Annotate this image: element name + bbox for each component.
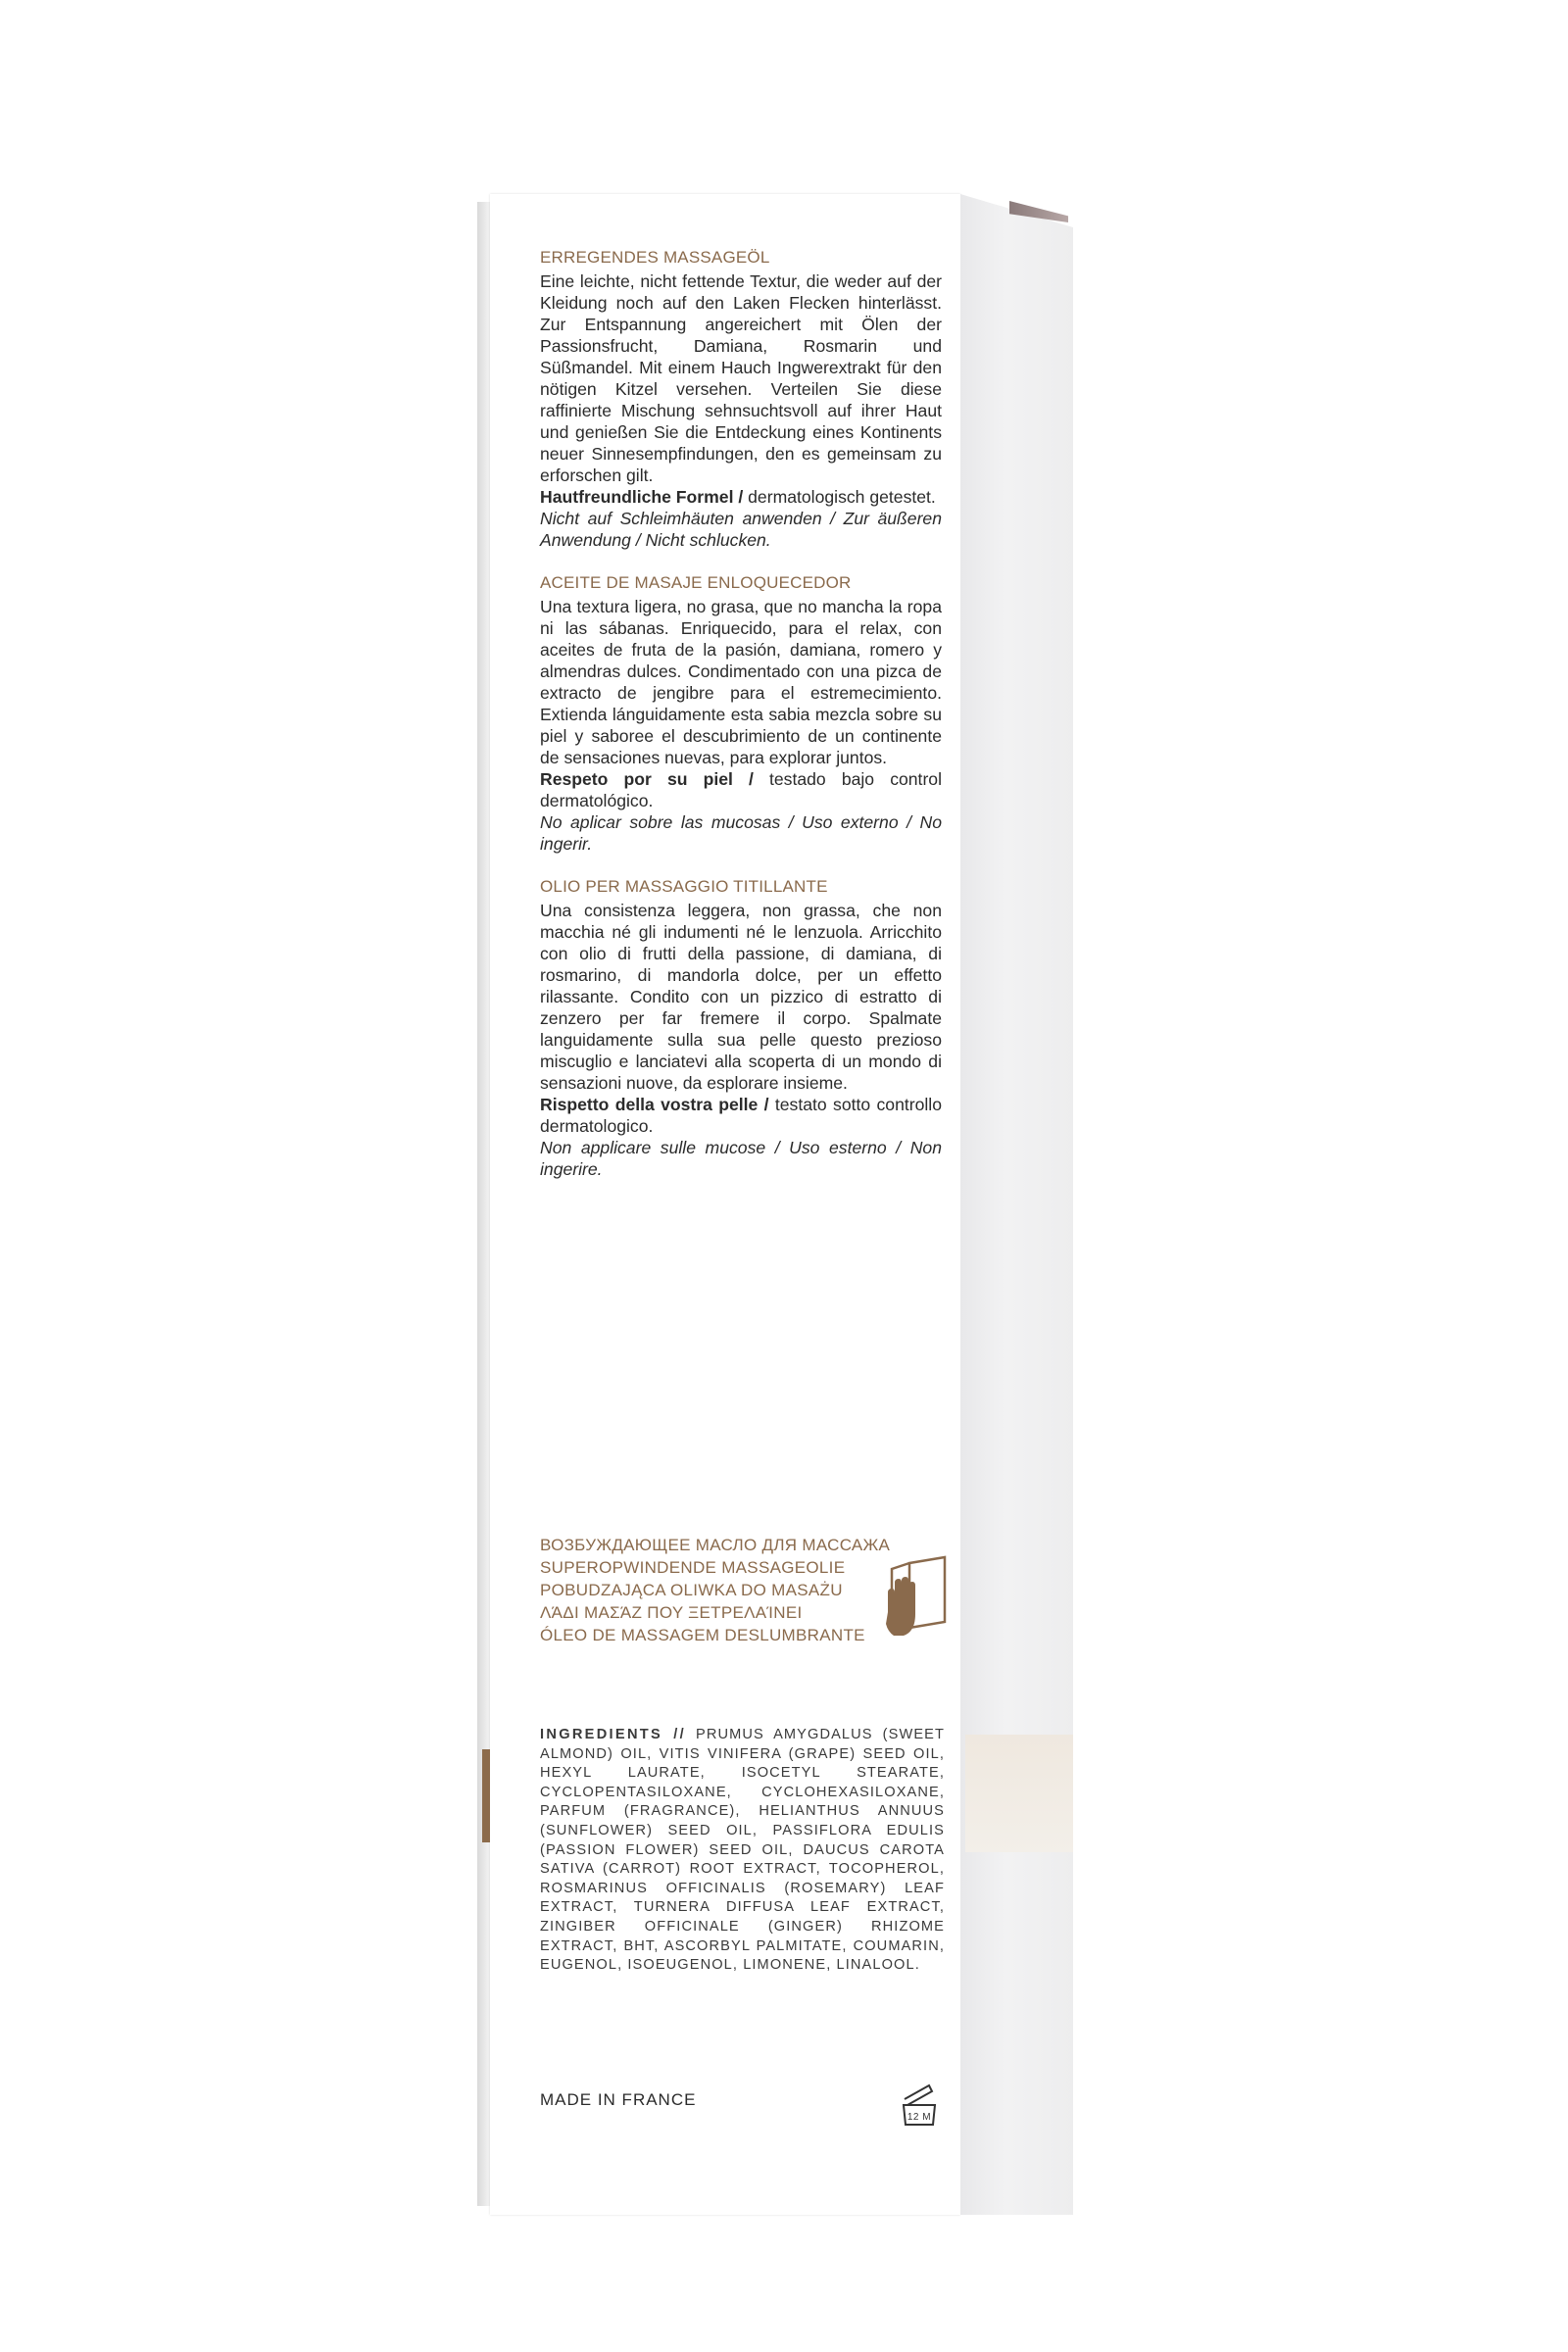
product-name-nl: SUPEROPWINDENDE MASSAGEOLIE	[540, 1558, 846, 1577]
ingredients-label: INGREDIENTS //	[540, 1727, 686, 1742]
care-line	[540, 1094, 942, 1137]
care-line	[540, 768, 942, 811]
product-name-pl: POBUDZAJĄCA OLIWKA DO MASAŻU	[540, 1581, 843, 1599]
box-left-edge	[477, 202, 491, 2206]
care-bold: Rispetto della vostra pelle /	[540, 1095, 769, 1114]
care-bold: Respeto por su piel /	[540, 769, 754, 789]
warning-text: Nicht auf Schleimhäuten anwenden / Zur äußeren Anwendung / Nicht schlucken.	[540, 509, 942, 550]
warning-text: Non applicare sulle mucose / Uso esterno / Non ingerire.	[540, 1138, 942, 1179]
section-heading: ACEITE DE MASAJE ENLOQUECEDOR	[540, 573, 852, 592]
made-in-label: MADE IN FRANCE	[540, 2090, 697, 2109]
section-it	[540, 876, 942, 1180]
pao-label: 12 M	[906, 2112, 932, 2123]
product-name-ru: ВОЗБУЖДАЮЩЕЕ МАСЛО ДЛЯ МАССАЖА	[540, 1536, 891, 1554]
product-name-el: ΛΆΔΙ ΜΑΣΆΖ ΠΟΥ ΞΕΤΡΕΛΑΊΝΕΙ	[540, 1603, 803, 1622]
care-rest: testato sotto controllo dermatologico.	[540, 1095, 942, 1136]
care-bold: Hautfreundliche Formel /	[540, 487, 744, 507]
section-body: Una textura ligera, no grasa, que no mancha la ropa ni las sábanas. Enriquecido, para el relax, con aceites de fruta de la pasión, damiana, romero y almendras dulces. Condimentado con una pizca de extracto de jengibre para el estremecimiento. Extienda lánguidamente esta sabia mezcla sobre su piel y saboree el descubrimiento de un continente de sensaciones nuevas, para explorar juntos.	[540, 597, 942, 767]
care-rest: testado bajo control dermatológico.	[540, 769, 942, 810]
section-heading: OLIO PER MASSAGGIO TITILLANTE	[540, 877, 828, 896]
product-name-pt: ÓLEO DE MASSAGEM DESLUMBRANTE	[540, 1626, 865, 1644]
care-rest: dermatologisch getestet.	[743, 487, 936, 507]
care-line	[540, 486, 942, 508]
section-es	[540, 572, 942, 855]
open-manual-hand-icon	[880, 1553, 951, 1651]
ingredients-text: PRUMUS AMYGDALUS (SWEET ALMOND) OIL, VITIS VINIFERA (GRAPE) SEED OIL, HEXYL LAURATE, ISOCETYL STEARATE, CYCLOPENTASILOXANE, CYCLOHEXASILOXANE, PARFUM (FRAGRANCE), HELIANTHUS ANNUUS (SUNFLOWER) SEED OIL, PASSIFLORA EDULIS (PASSION FLOWER) SEED OIL, DAUCUS CAROTA SATIVA (CARROT) ROOT EXTRACT, TOCOPHEROL, ROSMARINUS OFFICINALIS (ROSEMARY) LEAF EXTRACT, TURNERA DIFFUSA LEAF EXTRACT, ZINGIBER OFFICINALE (GINGER) RHIZOME EXTRACT, BHT, ASCORBYL PALMITATE, COUMARIN, EUGENOL, ISOEUGENOL, LIMONENE, LINALOOL.	[540, 1727, 945, 1974]
section-body: Una consistenza leggera, non grassa, che non macchia né gli indumenti né le lenzuola. Arricchito con olio di frutti della passione, di damiana, di rosmarino, di mandorla dolce, per un effetto rilassante. Condito con un pizzico di estratto di zenzero per far fremere il corpo. Spalmate languidamente sulla sua pelle questo prezioso miscuglio e lanciatevi alla scoperta di un mondo di sensazioni nuove, da esplorare insieme.	[540, 901, 942, 1093]
box-side-panel	[960, 194, 1073, 2215]
warning-text: No aplicar sobre las mucosas / Uso externo / No ingerir.	[540, 812, 942, 854]
section-de	[540, 247, 942, 551]
description-column	[540, 247, 942, 1201]
section-heading: ERREGENDES MASSAGEÖL	[540, 248, 770, 267]
section-body: Eine leichte, nicht fettende Textur, die weder auf der Kleidung noch auf den Laken Flecken hinterlässt. Zur Entspannung angereichert mit Ölen der Passionsfrucht, Damiana, Rosmarin und Süßmandel. Mit einem Hauch Ingwerextrakt für den nötigen Kitzel versehen. Verteilen Sie diese raffinierte Mischung sehnsuchtsvoll auf ihrer Haut und genießen Sie die Entdeckung eines Kontinents neuer Sinnesempfindungen, den es gemeinsam zu erforschen gilt.	[540, 271, 942, 485]
side-panel-band	[965, 1735, 1073, 1852]
ingredients-list	[540, 1726, 945, 1976]
box-edge-tab	[482, 1749, 490, 1842]
